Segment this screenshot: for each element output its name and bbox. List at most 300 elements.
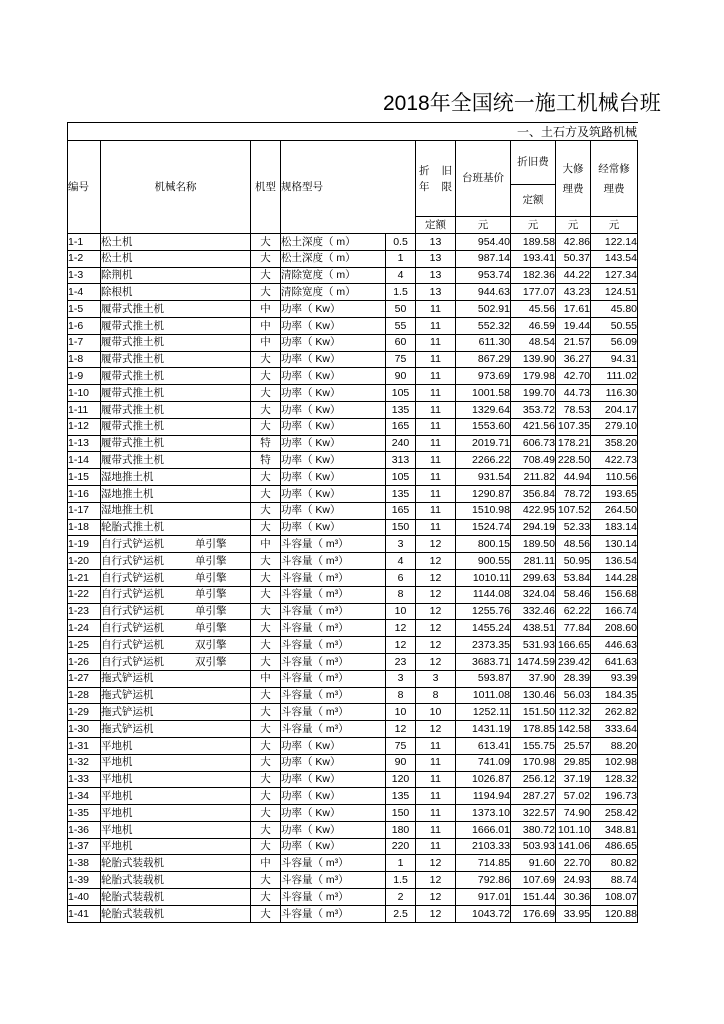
machine-name: 履带式推土机 [101, 319, 164, 332]
depreciation-cell: 189.50 [511, 536, 556, 553]
overhaul-cell: 53.84 [556, 569, 591, 586]
maintenance-cell: 358.20 [591, 435, 638, 452]
code-cell: 1-35 [68, 805, 101, 822]
table-row [68, 301, 638, 318]
engine-type: 单引擎 [195, 554, 227, 567]
spec-label-cell: 斗容量（ m³） [281, 653, 386, 670]
depreciation-years-cell: 12 [416, 586, 456, 603]
code-cell: 1-30 [68, 721, 101, 738]
machine-name-cell [101, 653, 251, 670]
depreciation-cell: 139.90 [511, 351, 556, 368]
overhaul-cell: 77.84 [556, 620, 591, 637]
code-cell: 1-20 [68, 553, 101, 570]
code-cell: 1-11 [68, 401, 101, 418]
depreciation-cell: 332.46 [511, 603, 556, 620]
depreciation-years-cell: 11 [416, 317, 456, 334]
spec-value-cell: 90 [386, 754, 416, 771]
code-cell: 1-41 [68, 905, 101, 922]
spec-value-cell: 6 [386, 569, 416, 586]
header-depreciation-sub: 定额 [511, 185, 556, 217]
machine-name: 平地机 [101, 840, 133, 853]
spec-label-cell: 功率（ Kw） [281, 821, 386, 838]
machine-name-cell [101, 418, 251, 435]
spec-value-cell: 105 [386, 385, 416, 402]
maintenance-cell: 108.07 [591, 889, 638, 906]
base-price-cell: 2266.22 [456, 452, 511, 469]
table-row [68, 569, 638, 586]
model-class-cell: 大 [251, 737, 281, 754]
maintenance-cell: 127.34 [591, 267, 638, 284]
code-cell: 1-13 [68, 435, 101, 452]
model-class-cell: 大 [251, 687, 281, 704]
spec-value-cell: 12 [386, 721, 416, 738]
overhaul-cell: 166.65 [556, 637, 591, 654]
machine-name: 平地机 [101, 789, 133, 802]
code-cell: 1-31 [68, 737, 101, 754]
header-depreciation: 折旧费 [511, 141, 556, 185]
depreciation-years-cell: 11 [416, 469, 456, 486]
spec-value-cell: 1 [386, 855, 416, 872]
unit-depreciation: 元 [511, 217, 556, 234]
code-cell: 1-4 [68, 284, 101, 301]
maintenance-cell: 193.65 [591, 485, 638, 502]
engine-type: 单引擎 [195, 605, 227, 618]
maintenance-cell: 279.10 [591, 418, 638, 435]
overhaul-cell: 56.03 [556, 687, 591, 704]
depreciation-cell: 178.85 [511, 721, 556, 738]
machine-name-cell [101, 301, 251, 318]
overhaul-cell: 44.73 [556, 385, 591, 402]
table-row [68, 889, 638, 906]
machine-name-cell [101, 754, 251, 771]
maintenance-cell: 130.14 [591, 536, 638, 553]
depreciation-years-cell: 8 [416, 687, 456, 704]
model-class-cell: 大 [251, 385, 281, 402]
depreciation-cell: 46.59 [511, 317, 556, 334]
maintenance-cell: 446.63 [591, 637, 638, 654]
spec-label-cell: 功率（ Kw） [281, 502, 386, 519]
machine-name: 履带式推土机 [101, 403, 164, 416]
machine-name: 拖式铲运机 [101, 689, 154, 702]
model-class-cell: 大 [251, 553, 281, 570]
machine-name-cell [101, 536, 251, 553]
header-overhaul-line2: 理费 [562, 182, 584, 195]
maintenance-cell: 102.98 [591, 754, 638, 771]
model-class-cell: 大 [251, 838, 281, 855]
depreciation-cell: 353.72 [511, 401, 556, 418]
spec-label-cell: 斗容量（ m³） [281, 721, 386, 738]
overhaul-cell: 141.06 [556, 838, 591, 855]
spec-label-cell: 功率（ Kw） [281, 754, 386, 771]
overhaul-cell: 178.21 [556, 435, 591, 452]
depreciation-cell: 256.12 [511, 771, 556, 788]
model-class-cell: 大 [251, 418, 281, 435]
model-class-cell: 大 [251, 905, 281, 922]
spec-value-cell: 1.5 [386, 284, 416, 301]
spec-value-cell: 165 [386, 502, 416, 519]
depreciation-cell: 211.82 [511, 469, 556, 486]
spec-value-cell: 135 [386, 401, 416, 418]
overhaul-cell: 30.36 [556, 889, 591, 906]
engine-type: 单引擎 [195, 537, 227, 550]
code-cell: 1-14 [68, 452, 101, 469]
model-class-cell: 大 [251, 637, 281, 654]
depreciation-cell: 421.56 [511, 418, 556, 435]
depreciation-years-cell: 11 [416, 754, 456, 771]
machine-name: 轮胎式推土机 [101, 521, 164, 534]
machine-name: 自行式铲运机 [101, 605, 164, 618]
machine-name-cell [101, 452, 251, 469]
table-row [68, 368, 638, 385]
base-price-cell: 953.74 [456, 267, 511, 284]
base-price-cell: 2373.35 [456, 637, 511, 654]
spec-label-cell: 功率（ Kw） [281, 737, 386, 754]
depreciation-years-cell: 11 [416, 771, 456, 788]
maintenance-cell: 88.74 [591, 872, 638, 889]
overhaul-cell: 228.50 [556, 452, 591, 469]
overhaul-cell: 44.22 [556, 267, 591, 284]
model-class-cell: 大 [251, 653, 281, 670]
maintenance-cell: 45.80 [591, 301, 638, 318]
spec-label-cell: 斗容量（ m³） [281, 536, 386, 553]
maintenance-cell: 422.73 [591, 452, 638, 469]
table-row [68, 317, 638, 334]
machine-name: 湿地推土机 [101, 470, 154, 483]
machine-name: 轮胎式装载机 [101, 857, 164, 870]
base-price-cell: 552.32 [456, 317, 511, 334]
spec-value-cell: 23 [386, 653, 416, 670]
unit-overhaul: 元 [556, 217, 591, 234]
maintenance-cell: 128.32 [591, 771, 638, 788]
header-depreciation-years [416, 141, 456, 217]
spec-value-cell: 3 [386, 670, 416, 687]
code-cell: 1-34 [68, 788, 101, 805]
model-class-cell: 大 [251, 250, 281, 267]
code-cell: 1-39 [68, 872, 101, 889]
base-price-cell: 741.09 [456, 754, 511, 771]
depreciation-cell: 45.56 [511, 301, 556, 318]
table-row [68, 637, 638, 654]
table-row [68, 771, 638, 788]
depreciation-cell: 1474.59 [511, 653, 556, 670]
machine-name-cell [101, 838, 251, 855]
header-spec: 规格型号 [281, 141, 416, 234]
spec-value-cell: 75 [386, 351, 416, 368]
machine-name: 轮胎式装载机 [101, 873, 164, 886]
spec-label-cell: 功率（ Kw） [281, 401, 386, 418]
depreciation-years-cell: 13 [416, 250, 456, 267]
model-class-cell: 大 [251, 771, 281, 788]
base-price-cell: 1043.72 [456, 905, 511, 922]
base-price-cell: 1290.87 [456, 485, 511, 502]
base-price-cell: 502.91 [456, 301, 511, 318]
overhaul-cell: 57.02 [556, 788, 591, 805]
header-code: 编号 [68, 141, 101, 234]
overhaul-cell: 36.27 [556, 351, 591, 368]
depreciation-cell: 322.57 [511, 805, 556, 822]
model-class-cell: 大 [251, 485, 281, 502]
machine-name: 拖式铲运机 [101, 722, 154, 735]
spec-value-cell: 8 [386, 687, 416, 704]
spec-label-cell: 斗容量（ m³） [281, 670, 386, 687]
spec-value-cell: 90 [386, 368, 416, 385]
depreciation-years-cell: 12 [416, 653, 456, 670]
document-title: 2018年全国统一施工机械台班 [383, 92, 661, 115]
base-price-cell: 1010.11 [456, 569, 511, 586]
unit-years: 定额 [416, 217, 456, 234]
model-class-cell: 大 [251, 872, 281, 889]
base-price-cell: 2103.33 [456, 838, 511, 855]
spec-label-cell: 功率（ Kw） [281, 838, 386, 855]
code-cell: 1-19 [68, 536, 101, 553]
section-header-row [67, 122, 638, 141]
machine-name: 自行式铲运机 [101, 537, 164, 550]
machine-name-cell [101, 368, 251, 385]
spec-label-cell: 功率（ Kw） [281, 368, 386, 385]
model-class-cell: 大 [251, 620, 281, 637]
machine-name: 履带式推土机 [101, 353, 164, 366]
machine-name: 自行式铲运机 [101, 638, 164, 651]
spec-value-cell: 55 [386, 317, 416, 334]
spec-label-cell: 松土深度（ m） [281, 234, 386, 251]
maintenance-cell: 124.51 [591, 284, 638, 301]
maintenance-cell: 144.28 [591, 569, 638, 586]
table-row [68, 452, 638, 469]
depreciation-years-cell: 12 [416, 721, 456, 738]
machine-name: 轮胎式装载机 [101, 907, 164, 920]
machine-name-cell [101, 385, 251, 402]
code-cell: 1-23 [68, 603, 101, 620]
base-price-cell: 611.30 [456, 334, 511, 351]
maintenance-cell: 258.42 [591, 805, 638, 822]
maintenance-cell: 641.63 [591, 653, 638, 670]
overhaul-cell: 48.56 [556, 536, 591, 553]
table-row [68, 821, 638, 838]
overhaul-cell: 78.53 [556, 401, 591, 418]
spec-value-cell: 1.5 [386, 872, 416, 889]
model-class-cell: 大 [251, 821, 281, 838]
table-row [68, 586, 638, 603]
overhaul-cell: 37.19 [556, 771, 591, 788]
depreciation-years-cell: 11 [416, 838, 456, 855]
spec-value-cell: 4 [386, 553, 416, 570]
machine-name-cell [101, 234, 251, 251]
code-cell: 1-32 [68, 754, 101, 771]
spec-label-cell: 功率（ Kw） [281, 519, 386, 536]
base-price-cell: 1255.76 [456, 603, 511, 620]
code-cell: 1-1 [68, 234, 101, 251]
code-cell: 1-15 [68, 469, 101, 486]
depreciation-cell: 380.72 [511, 821, 556, 838]
depreciation-cell: 155.75 [511, 737, 556, 754]
depreciation-cell: 503.93 [511, 838, 556, 855]
maintenance-cell: 208.60 [591, 620, 638, 637]
machine-name-cell [101, 603, 251, 620]
depreciation-cell: 177.07 [511, 284, 556, 301]
machine-name-cell [101, 334, 251, 351]
depreciation-years-cell: 11 [416, 805, 456, 822]
spec-label-cell: 斗容量（ m³） [281, 872, 386, 889]
spec-value-cell: 150 [386, 519, 416, 536]
code-cell: 1-40 [68, 889, 101, 906]
spec-value-cell: 4 [386, 267, 416, 284]
table-row [68, 670, 638, 687]
depreciation-years-cell: 11 [416, 301, 456, 318]
code-cell: 1-37 [68, 838, 101, 855]
model-class-cell: 中 [251, 855, 281, 872]
machine-name: 平地机 [101, 739, 133, 752]
spec-value-cell: 135 [386, 788, 416, 805]
machine-name-cell [101, 821, 251, 838]
overhaul-cell: 42.70 [556, 368, 591, 385]
overhaul-cell: 25.57 [556, 737, 591, 754]
spec-label-cell: 斗容量（ m³） [281, 704, 386, 721]
base-price-cell: 792.86 [456, 872, 511, 889]
section-title: 一、土石方及筑路机械 [516, 125, 637, 139]
base-price-cell: 944.63 [456, 284, 511, 301]
model-class-cell: 中 [251, 301, 281, 318]
engine-type: 双引擎 [195, 638, 227, 651]
engine-type: 单引擎 [195, 621, 227, 634]
overhaul-cell: 24.93 [556, 872, 591, 889]
model-class-cell: 大 [251, 368, 281, 385]
machine-name-cell [101, 485, 251, 502]
code-cell: 1-36 [68, 821, 101, 838]
spec-value-cell: 2 [386, 889, 416, 906]
overhaul-cell: 239.42 [556, 653, 591, 670]
maintenance-cell: 56.09 [591, 334, 638, 351]
engine-type: 单引擎 [195, 571, 227, 584]
spec-label-cell: 功率（ Kw） [281, 317, 386, 334]
machine-name-cell [101, 351, 251, 368]
header-row [68, 141, 638, 185]
table-body [68, 234, 638, 923]
depreciation-years-cell: 11 [416, 418, 456, 435]
depreciation-cell: 189.58 [511, 234, 556, 251]
table-row [68, 485, 638, 502]
spec-value-cell: 10 [386, 603, 416, 620]
machine-name: 履带式推土机 [101, 420, 164, 433]
spec-label-cell: 功率（ Kw） [281, 469, 386, 486]
overhaul-cell: 52.33 [556, 519, 591, 536]
table-row [68, 401, 638, 418]
spec-label-cell: 斗容量（ m³） [281, 905, 386, 922]
depreciation-cell: 438.51 [511, 620, 556, 637]
overhaul-cell: 78.72 [556, 485, 591, 502]
base-price-cell: 1252.11 [456, 704, 511, 721]
base-price-cell: 1001.58 [456, 385, 511, 402]
overhaul-cell: 29.85 [556, 754, 591, 771]
model-class-cell: 大 [251, 234, 281, 251]
machine-name-cell [101, 435, 251, 452]
depreciation-years-cell: 12 [416, 603, 456, 620]
depreciation-cell: 531.93 [511, 637, 556, 654]
spec-label-cell: 斗容量（ m³） [281, 889, 386, 906]
spec-label-cell: 斗容量（ m³） [281, 569, 386, 586]
code-cell: 1-25 [68, 637, 101, 654]
machinery-rate-table [67, 140, 638, 923]
base-price-cell: 1373.10 [456, 805, 511, 822]
machine-name-cell [101, 620, 251, 637]
model-class-cell: 大 [251, 586, 281, 603]
spec-value-cell: 12 [386, 620, 416, 637]
base-price-cell: 917.01 [456, 889, 511, 906]
model-class-cell: 中 [251, 334, 281, 351]
model-class-cell: 大 [251, 469, 281, 486]
depreciation-years-cell: 12 [416, 553, 456, 570]
depreciation-cell: 37.90 [511, 670, 556, 687]
table-row [68, 620, 638, 637]
maintenance-cell: 93.39 [591, 670, 638, 687]
machine-name: 自行式铲运机 [101, 554, 164, 567]
maintenance-cell: 80.82 [591, 855, 638, 872]
code-cell: 1-12 [68, 418, 101, 435]
machine-name-cell [101, 586, 251, 603]
spec-label-cell: 清除宽度（ m） [281, 284, 386, 301]
depreciation-years-cell: 12 [416, 620, 456, 637]
spec-label-cell: 功率（ Kw） [281, 351, 386, 368]
code-cell: 1-2 [68, 250, 101, 267]
machine-name: 履带式推土机 [101, 336, 164, 349]
spec-label-cell: 功率（ Kw） [281, 771, 386, 788]
depreciation-cell: 422.95 [511, 502, 556, 519]
maintenance-cell: 122.14 [591, 234, 638, 251]
overhaul-cell: 19.44 [556, 317, 591, 334]
machine-name: 平地机 [101, 806, 133, 819]
base-price-cell: 1011.08 [456, 687, 511, 704]
table-row [68, 536, 638, 553]
overhaul-cell: 33.95 [556, 905, 591, 922]
table-row [68, 721, 638, 738]
machine-name-cell [101, 569, 251, 586]
header-base-price: 台班基价 [456, 141, 511, 217]
depreciation-cell: 130.46 [511, 687, 556, 704]
model-class-cell: 中 [251, 670, 281, 687]
model-class-cell: 大 [251, 284, 281, 301]
machine-name-cell [101, 889, 251, 906]
machine-name: 松土机 [101, 235, 133, 248]
spec-value-cell: 2.5 [386, 905, 416, 922]
maintenance-cell: 166.74 [591, 603, 638, 620]
maintenance-cell: 94.31 [591, 351, 638, 368]
table-row [68, 502, 638, 519]
table-row [68, 805, 638, 822]
spec-value-cell: 3 [386, 536, 416, 553]
spec-label-cell: 斗容量（ m³） [281, 603, 386, 620]
code-cell: 1-26 [68, 653, 101, 670]
depreciation-years-cell: 11 [416, 502, 456, 519]
table-row [68, 234, 638, 251]
table-row [68, 653, 638, 670]
code-cell: 1-17 [68, 502, 101, 519]
overhaul-cell: 50.95 [556, 553, 591, 570]
spec-value-cell: 75 [386, 737, 416, 754]
spec-label-cell: 功率（ Kw） [281, 385, 386, 402]
table-row [68, 788, 638, 805]
machine-name: 平地机 [101, 823, 133, 836]
machine-name: 拖式铲运机 [101, 672, 154, 685]
machine-name-cell [101, 317, 251, 334]
spec-label-cell: 功率（ Kw） [281, 788, 386, 805]
header-maintenance-line1: 经常修 [598, 162, 630, 175]
header-model-class: 机型 [251, 141, 281, 234]
model-class-cell: 大 [251, 351, 281, 368]
machine-name-cell [101, 401, 251, 418]
depreciation-years-cell: 13 [416, 234, 456, 251]
spec-label-cell: 功率（ Kw） [281, 334, 386, 351]
depreciation-years-cell: 13 [416, 284, 456, 301]
spec-label-cell: 斗容量（ m³） [281, 637, 386, 654]
